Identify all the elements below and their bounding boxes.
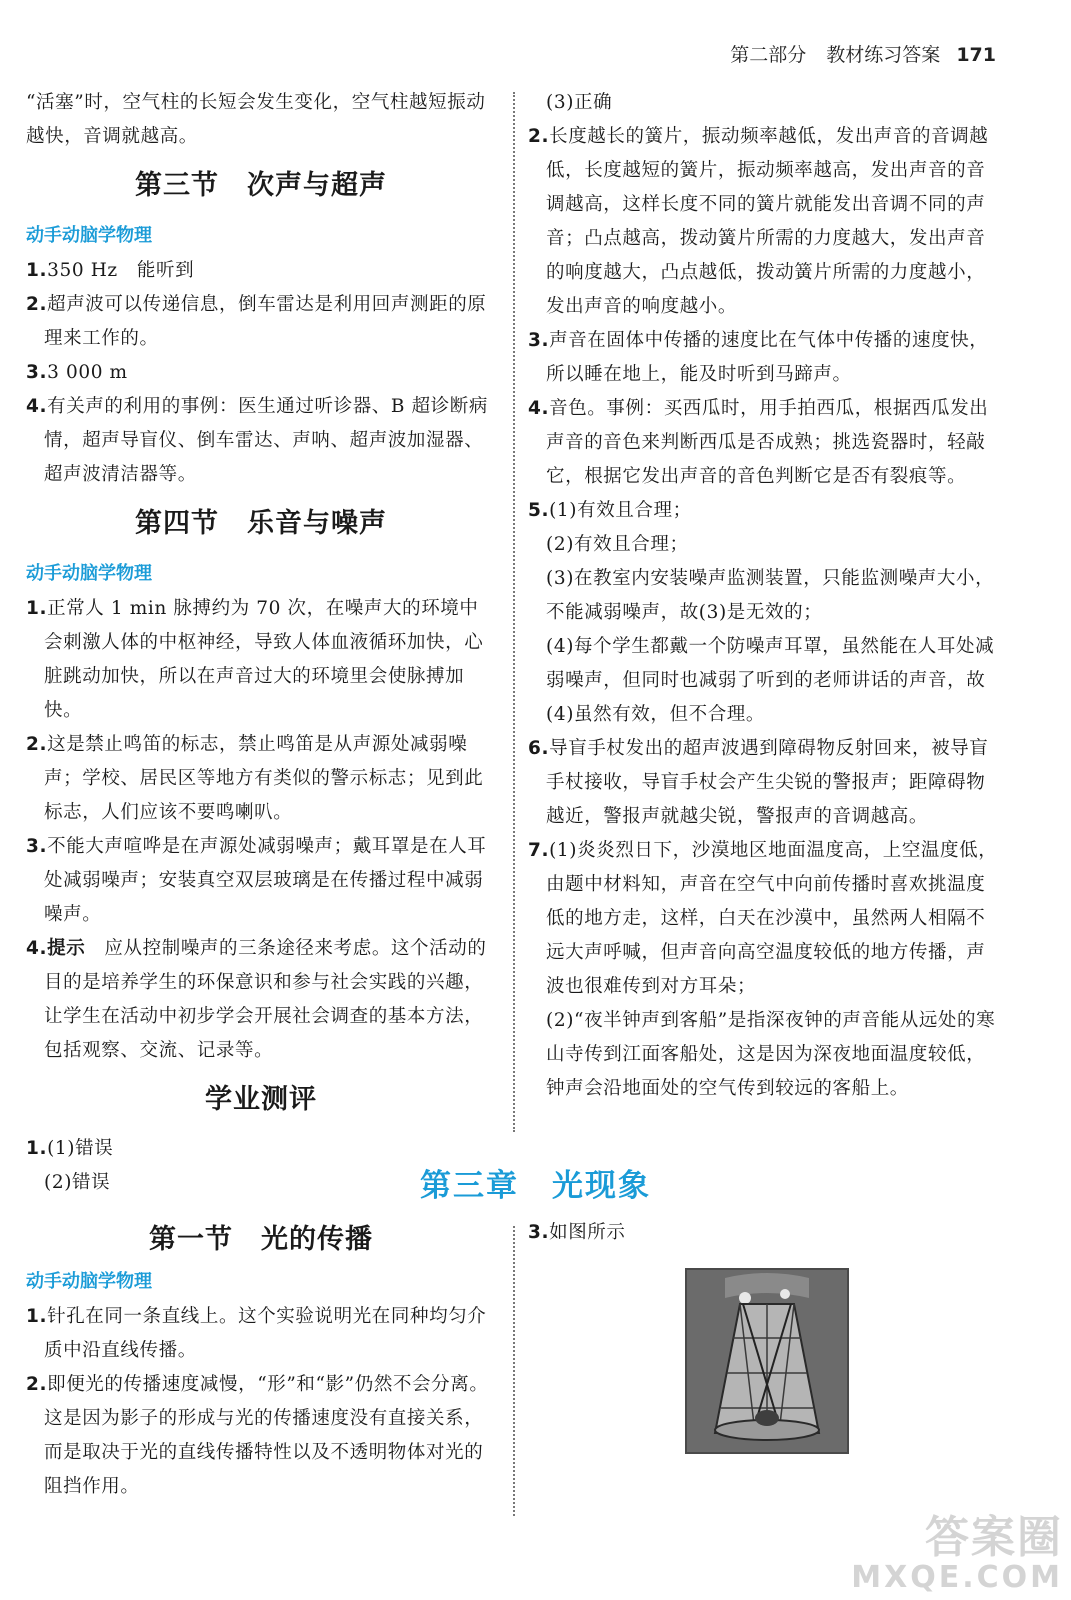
answer-item bbox=[528, 834, 998, 1004]
page-number: 171 bbox=[956, 44, 996, 66]
section-title-eval: 学业测评 bbox=[205, 1084, 317, 1115]
answer-text: 这是禁止鸣笛的标志，禁止鸣笛是从声源处减弱噪声；学校、居民区等地方有类似的警示标志；见到此标志，人们应该不要鸣喇叭。 bbox=[44, 734, 484, 823]
answer-text: 超声波可以传递信息，倒车雷达是利用回声测距的原理来工作的。 bbox=[44, 294, 487, 349]
answer-item bbox=[528, 494, 998, 528]
answer-text: 音色。事例：买西瓜时，用手拍西瓜，根据西瓜发出声音的音色来判断西瓜是否成熟；挑选瓷器时，轻敲它，根据它发出声音的音色判断它是否有裂痕等。 bbox=[546, 398, 989, 487]
answer-number: 3. bbox=[528, 330, 550, 351]
frog-shape bbox=[755, 1410, 779, 1426]
watermark-line2: MXQE.COM bbox=[851, 1560, 1063, 1595]
running-header bbox=[730, 40, 996, 67]
answer-text: 350 Hz 能听到 bbox=[47, 260, 195, 281]
answer-number: 2. bbox=[26, 294, 48, 315]
watermark bbox=[851, 1514, 1063, 1594]
answer-item bbox=[26, 390, 496, 492]
answer-number: 6. bbox=[528, 738, 550, 759]
answer-item bbox=[528, 120, 998, 324]
answer-text: 导盲手杖发出的超声波遇到障碍物反射回来，被导盲手杖接收，导盲手杖会产生尖锐的警报声；距障碍物越近，警报声就越尖锐，警报声的音调越高。 bbox=[546, 738, 989, 827]
answer-text: 有关声的利用的事例：医生通过听诊器、B 超诊断病情，超声导盲仪、倒车雷达、声呐、超声波加湿器、超声波清洁器等。 bbox=[44, 396, 488, 485]
section-title-4: 第四节 乐音与噪声 bbox=[135, 508, 387, 539]
answer-item bbox=[26, 728, 496, 830]
answer-item bbox=[26, 830, 496, 932]
answer-subitem: (3)正确 bbox=[546, 92, 613, 113]
answer-number: 1. bbox=[26, 1306, 48, 1327]
watermark-line1: 答案圈 bbox=[925, 1512, 1063, 1563]
left-column-lower bbox=[26, 1216, 496, 1504]
answer-number: 1. bbox=[26, 598, 48, 619]
header-title: 教材练习答案 bbox=[826, 44, 941, 66]
exercise-label: 动手动脑学物理 bbox=[26, 563, 152, 584]
answer-text: 不能大声喧哗是在声源处减弱噪声；戴耳罩是在人耳处减弱噪声；安装真空双层玻璃是在传播过程中减弱噪声。 bbox=[44, 836, 487, 925]
answer-item bbox=[528, 324, 998, 392]
section-title-light: 第一节 光的传播 bbox=[149, 1224, 373, 1255]
answer-text: 3 000 m bbox=[47, 362, 128, 383]
answer-text: 针孔在同一条直线上。这个实验说明光在同种均匀介质中沿直线传播。 bbox=[44, 1306, 487, 1361]
answer-subitem: (4)每个学生都戴一个防噪声耳罩，虽然能在人耳处减弱噪声，但同时也减弱了听到的老师讲话的声音，故(4)虽然有效，但不合理。 bbox=[546, 636, 995, 725]
answer-text: 正常人 1 min 脉搏约为 70 次，在噪声大的环境中会刺激人体的中枢神经，导致人体血液循环加快，心脏跳动加快，所以在声音过大的环境里会使脉搏加快。 bbox=[44, 598, 484, 721]
answer-item bbox=[26, 592, 496, 728]
answer-number: 4. bbox=[26, 938, 48, 959]
answer-number: 2. bbox=[26, 1374, 48, 1395]
answer-item bbox=[26, 1300, 496, 1368]
answer-subitem: (3)在教室内安装噪声监测装置，只能监测噪声大小，不能减弱噪声，故(3)是无效的； bbox=[546, 568, 995, 623]
answer-number: 4. bbox=[26, 396, 48, 417]
answer-number: 2. bbox=[26, 734, 48, 755]
right-column bbox=[528, 86, 998, 1106]
answer-subitem: (2)有效且合理； bbox=[546, 534, 689, 555]
answer-text: (1)有效且合理； bbox=[549, 500, 692, 521]
answer-number: 3. bbox=[528, 1222, 550, 1243]
answer-number: 4. bbox=[528, 398, 550, 419]
answer-item bbox=[26, 1368, 496, 1504]
answer-item bbox=[528, 392, 998, 494]
answer-item bbox=[26, 254, 496, 288]
exercise-label: 动手动脑学物理 bbox=[26, 225, 152, 246]
answer-text: 长度越长的簧片，振动频率越低，发出声音的音调越低，长度越短的簧片，振动频率越高，发出声音的音调越高，这样长度不同的簧片就能发出音调不同的声音；凸点越高，拨动簧片所需的力度越大，发出声音的响度越大，凸点越低，拨动簧片所需的力度越小，发出声音的响度越小。 bbox=[546, 126, 989, 317]
column-divider bbox=[513, 92, 515, 1132]
cloud-shape bbox=[739, 1292, 751, 1304]
cloud-shape bbox=[780, 1289, 790, 1299]
right-column-lower bbox=[528, 1216, 998, 1250]
answer-item bbox=[528, 1216, 998, 1250]
answer-subitem: (2)错误 bbox=[44, 1172, 111, 1193]
answer-number: 3. bbox=[26, 836, 48, 857]
answer-text: (1)炎炎烈日下，沙漠地区地面温度高，上空温度低，由题中材料知，声音在空气中向前传播时喜欢挑温度低的地方走，这样，白天在沙漠中，虽然两人相隔不远大声呼喊，但声音向高空温度较低的地方传播，声波也很难传到对方耳朵； bbox=[546, 840, 998, 997]
answer-number: 7. bbox=[528, 840, 550, 861]
answer-number: 2. bbox=[528, 126, 550, 147]
answer-text: 即便光的传播速度减慢，“形”和“影”仍然不会分离。这是因为影子的形成与光的传播速度没有直接关系，而是取决于光的直线传播特性以及不透明物体对光的阻挡作用。 bbox=[44, 1374, 489, 1497]
answer-item bbox=[528, 732, 998, 834]
answer-number: 1. bbox=[26, 260, 48, 281]
intro-paragraph: “活塞”时，空气柱的长短会发生变化，空气柱越短振动越快，音调就越高。 bbox=[26, 92, 486, 147]
answer-subitem: (2)“夜半钟声到客船”是指深夜钟的声音能从远处的寒山寺传到江面客船处，这是因为深夜地面温度较低，钟声会沿地面处的空气传到较远的客船上。 bbox=[546, 1010, 996, 1099]
section-title-3: 第三节 次声与超声 bbox=[135, 170, 387, 201]
answer-text: 应从控制噪声的三条途径来考虑。这个活动的目的是培养学生的环保意识和参与社会实践的兴趣，让学生在活动中初步学会开展社会调查的基本方法，包括观察、交流、记录等。 bbox=[44, 938, 487, 1061]
answer-number: 1. bbox=[26, 1138, 48, 1159]
answer-text: (1)错误 bbox=[47, 1138, 114, 1159]
header-part: 第二部分 bbox=[730, 44, 807, 66]
left-column bbox=[26, 86, 496, 1200]
tip-label: 提示 bbox=[47, 938, 86, 959]
answer-item bbox=[26, 288, 496, 356]
answer-text: 声音在固体中传播的速度比在气体中传播的速度快，所以睡在地上，能及时听到马蹄声。 bbox=[546, 330, 989, 385]
answer-number: 3. bbox=[26, 362, 48, 383]
column-divider-lower bbox=[513, 1226, 515, 1516]
answer-text: 如图所示 bbox=[549, 1222, 626, 1243]
well-frog-figure bbox=[685, 1268, 849, 1454]
chapter-title: 第三章 光现象 bbox=[420, 1168, 651, 1204]
answer-number: 5. bbox=[528, 500, 550, 521]
answer-item bbox=[26, 356, 496, 390]
exercise-label: 动手动脑学物理 bbox=[26, 1271, 152, 1292]
answer-item bbox=[26, 932, 496, 1068]
